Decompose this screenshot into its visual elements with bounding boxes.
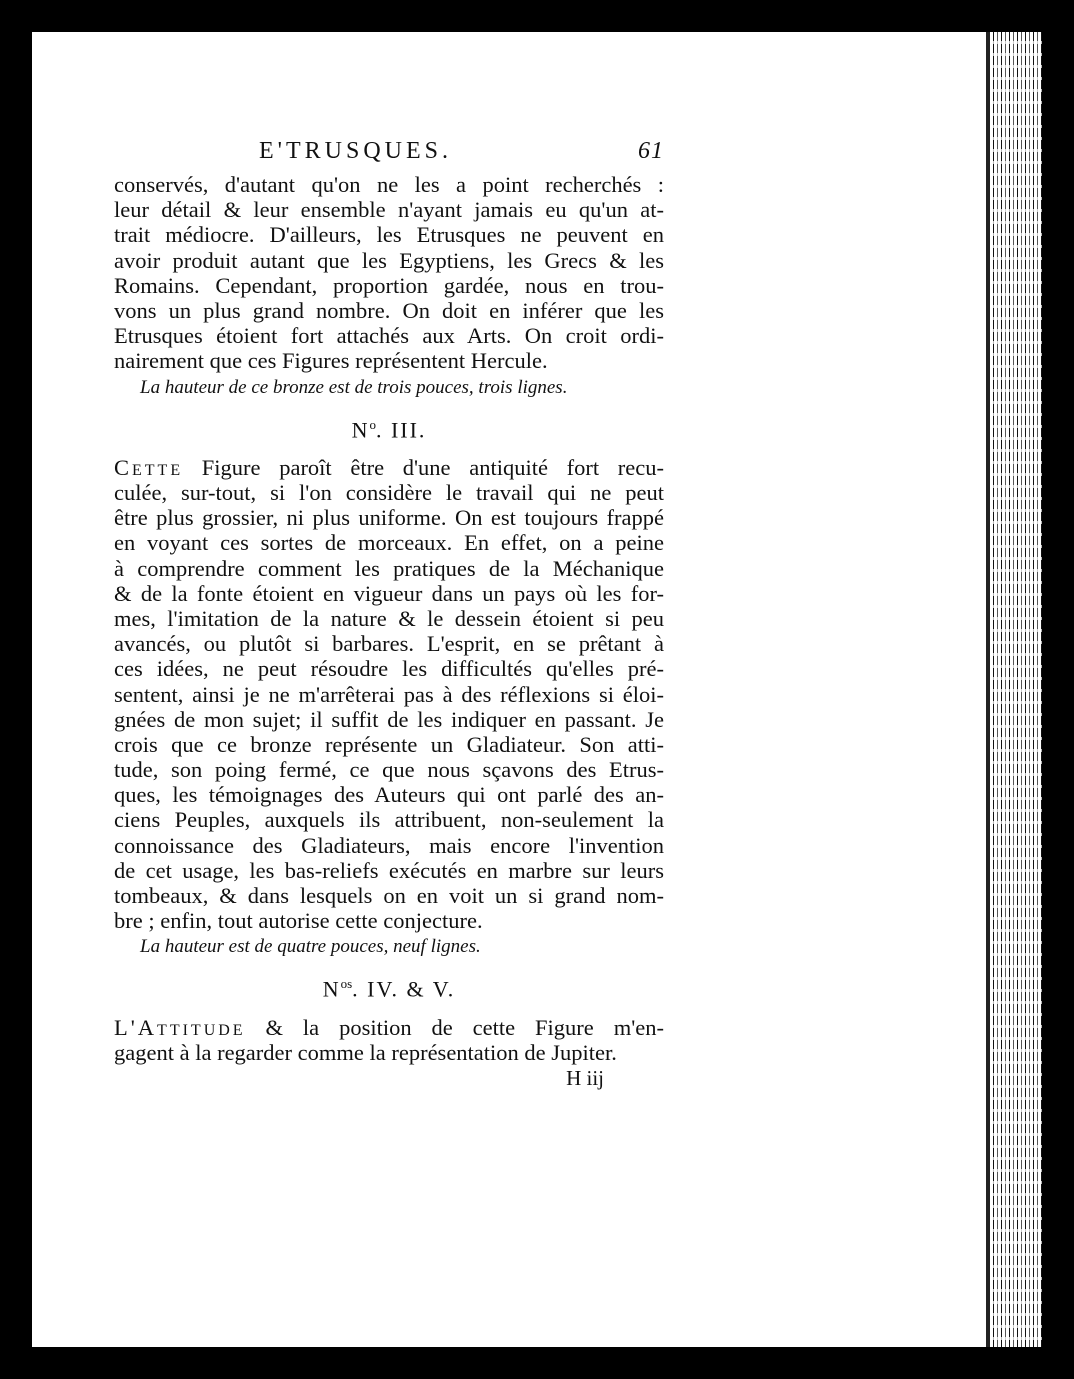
text-line: mes, l'imitation de la nature & le dessein étoient si peu [114,605,664,631]
text-line: avancés, ou plutôt si barbares. L'esprit, en se prêtant à [114,631,664,657]
running-header [114,138,664,172]
text-line: crois que ce bronze représente un Gladiateur. Son atti- [114,731,664,757]
page-number: 61 [638,138,664,164]
page-edge-stack [990,32,1042,1347]
text-line: avoir produit autant que les Egyptiens, les Grecs & les [114,247,664,273]
heading-superscript: o [369,416,376,432]
text-line: gnées de mon sujet; il suffit de les indiquer en passant. Je [114,706,664,732]
text-line: leur détail & leur ensemble n'ayant jamais eu qu'un at- [114,197,664,223]
text-line: gagent à la regarder comme la représentation de Jupiter. [114,1039,617,1065]
heading-prefix: N [322,976,341,1002]
text-line: tude, son poing fermé, ce que nous sçavons des Etrus- [114,757,664,783]
text-line: nairement que ces Figures représentent Hercule. [114,348,548,374]
text-line: culée, sur-tout, si l'on considère le travail qui ne peut [114,480,664,506]
text-line: en voyant ces sortes de morceaux. En effet, on a peine [114,530,664,556]
text-line: de cet usage, les bas-reliefs exécutés en marbre sur leurs [114,857,664,883]
heading-prefix: N [351,416,370,442]
text-line: sentent, ainsi je ne m'arrêterai pas à des réflexions si éloi- [114,681,664,707]
section-continued-text [114,172,664,402]
section-no-4-5-text [114,1015,664,1091]
drop-word: Cette [114,454,184,480]
text-line: & de la fonte étoient en vigueur dans un pays où les for- [114,580,664,606]
heading-rest: . III. [375,416,427,442]
signature-mark: H iij [566,1066,604,1091]
drop-word: L'Attitude [114,1014,246,1040]
text-line: tombeaux, & dans lesquels on en voit un si grand nom- [114,883,664,909]
text-line: ques, les témoignages des Auteurs qui ont parlé des an- [114,782,664,808]
height-caption: La hauteur est de quatre pouces, neuf lignes. [140,936,481,958]
first-line-rest: Figure paroît être d'une antiquité fort recu- [183,454,664,480]
text-line-first [114,1015,664,1040]
text-line: être plus grossier, ni plus uniforme. On est toujours frappé [114,505,664,531]
text-line: conservés, d'autant qu'on ne les a point recherchés : [114,172,664,197]
page-text [114,138,664,1091]
book-page [32,32,1042,1347]
heading-rest: . IV. & V. [352,976,456,1002]
text-line: trait médiocre. D'ailleurs, les Etrusques ne peuvent en [114,222,664,248]
section-no-3-text [114,455,664,962]
text-line: vons un plus grand nombre. On doit en inférer que les [114,297,664,323]
text-line: à comprendre comment les pratiques de la Méchanique [114,555,664,581]
section-heading-no-3 [114,410,664,445]
text-line: bre ; enfin, tout autorise cette conjecture. [114,908,483,934]
text-line: Romains. Cependant, proportion gardée, nous en trou- [114,272,664,298]
text-line: Etrusques étoient fort attachés aux Arts. On croit ordi- [114,323,664,349]
text-line: ciens Peuples, auxquels ils attribuent, non-seulement la [114,807,664,833]
heading-superscript: os [340,976,353,992]
section-heading-no-4-5 [114,969,664,1004]
running-title: E'TRUSQUES. [259,138,453,164]
height-caption: La hauteur de ce bronze est de trois pouces, trois lignes. [140,376,568,398]
text-line: connoissance des Gladiateurs, mais encore l'invention [114,832,664,858]
text-line: ces idées, ne peut résoudre les difficultés qu'elles pré- [114,656,664,682]
text-line-first [114,455,664,480]
first-line-rest: & la position de cette Figure m'en- [245,1014,664,1040]
